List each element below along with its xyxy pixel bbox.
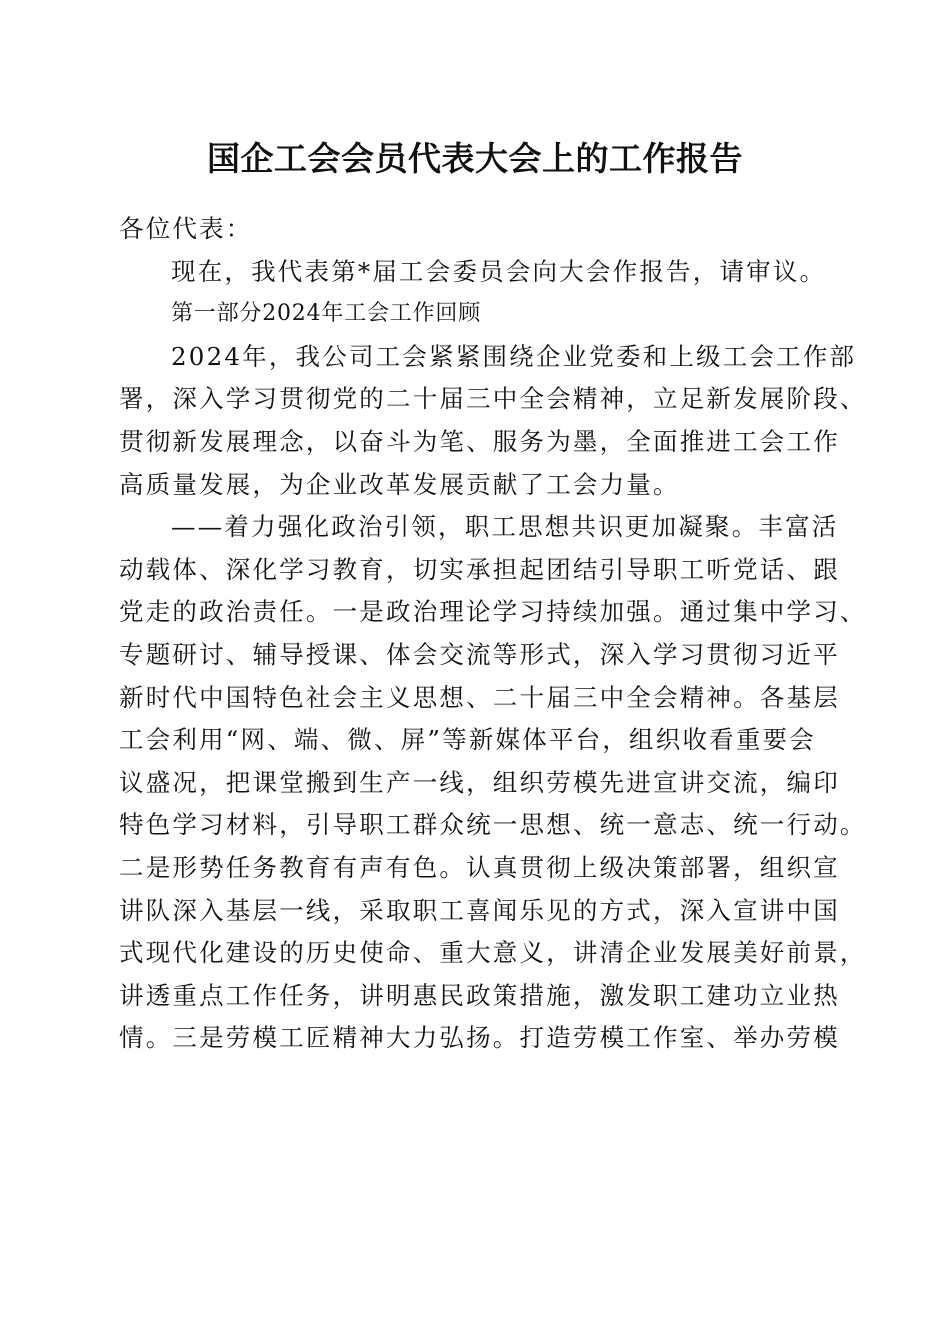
paragraph-line: 动载体、深化学习教育，切实承担起团结引导职工听党话、跟 — [119, 554, 840, 584]
paragraph-line: ——着力强化政治引领，职工思想共识更加凝聚。丰富活 — [171, 512, 839, 542]
paragraph-line: 议盛况，把课堂搬到生产一线，组织劳模先进宣讲交流，编印 — [119, 767, 840, 797]
paragraph-line: 新时代中国特色社会主义思想、二十届三中全会精神。各基层 — [119, 682, 840, 712]
section-heading: 第一部分2024年工会工作回顾 — [171, 301, 481, 327]
paragraph-line: 贯彻新发展理念，以奋斗为笔、服务为墨，全面推进工会工作 — [119, 426, 840, 456]
paragraph-line: 专题研讨、辅导授课、体会交流等形式，深入学习贯彻习近平 — [119, 639, 840, 669]
paragraph-line: 党走的政治责任。一是政治理论学习持续加强。通过集中学习、 — [119, 597, 867, 627]
paragraph-line: 高质量发展，为企业改革发展贡献了工会力量。 — [119, 469, 680, 499]
paragraph-line: 署，深入学习贯彻党的二十届三中全会精神，立足新发展阶段、 — [119, 384, 867, 414]
paragraph-line: 情。三是劳模工匠精神大力弘扬。打造劳模工作室、举办劳模 — [119, 1023, 840, 1053]
opening-paragraph: 现在，我代表第*届工会委员会向大会作报告，请审议。 — [171, 256, 827, 286]
paragraph-line: 讲队深入基层一线，采取职工喜闻乐见的方式，深入宣讲中国 — [119, 895, 840, 925]
paragraph-line: 特色学习材料，引导职工群众统一思想、统一意志、统一行动。 — [119, 810, 867, 840]
document-title: 国企工会会员代表大会上的工作报告 — [207, 139, 743, 178]
paragraph-line: 工会利用“网、端、微、屏”等新媒体平台，组织收看重要会 — [119, 725, 816, 755]
paragraph-line: 2024年，我公司工会紧紧围绕企业党委和上级工会工作部 — [171, 341, 857, 371]
salutation: 各位代表： — [119, 214, 253, 243]
paragraph-line: 二是形势任务教育有声有色。认真贯彻上级决策部署，组织宣 — [119, 852, 840, 882]
document-body — [119, 208, 867, 1060]
paragraph-line: 式现代化建设的历史使命、重大意义，讲清企业发展美好前景， — [119, 938, 867, 968]
paragraph-line: 讲透重点工作任务，讲明惠民政策措施，激发职工建功立业热 — [119, 980, 840, 1010]
